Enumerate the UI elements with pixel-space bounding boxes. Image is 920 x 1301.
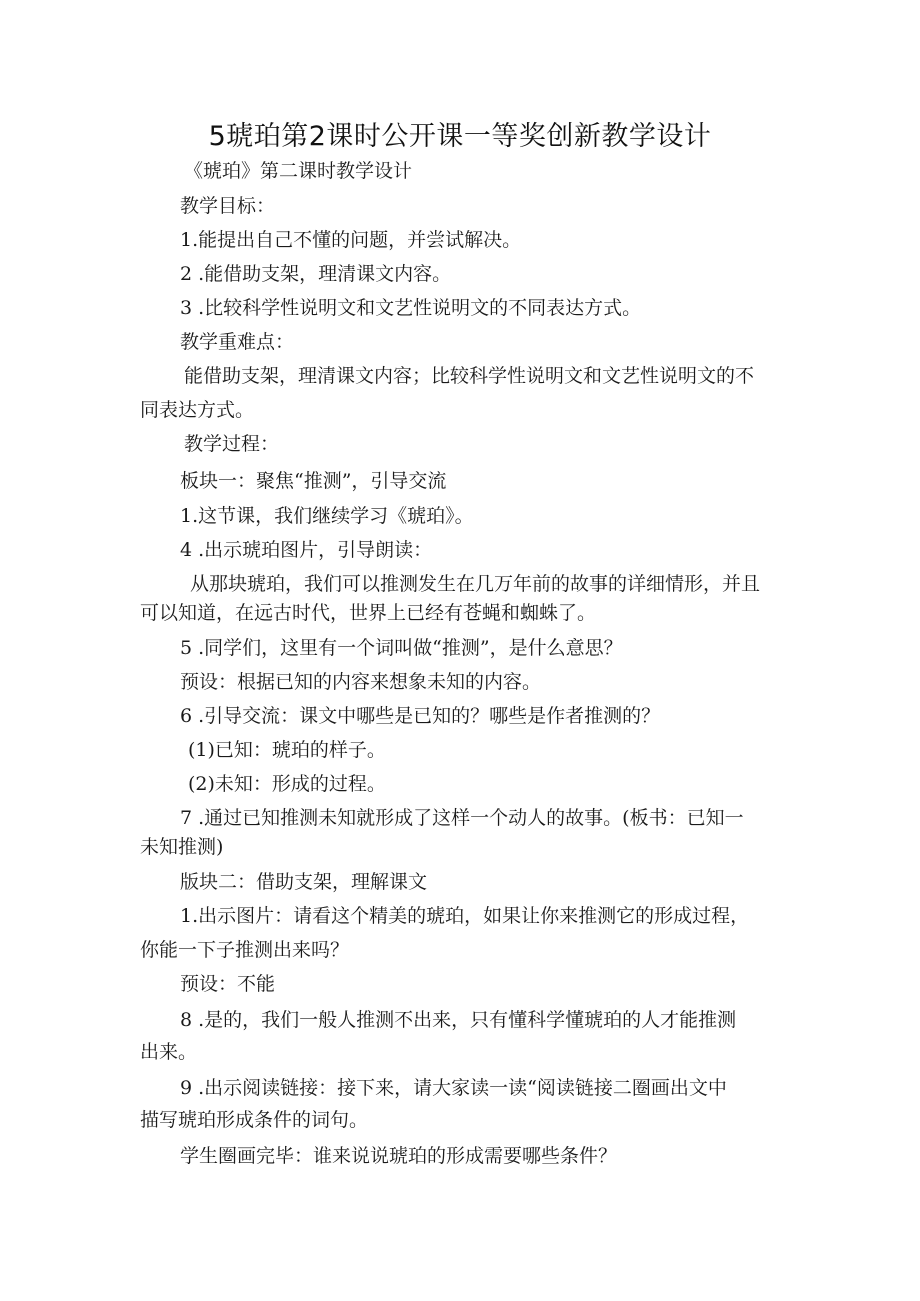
paragraph-line: 1.出示图片：请看这个精美的琥珀，如果让你来推测它的形成过程， (180, 905, 750, 927)
paragraph-line: 预设：根据已知的内容来想象未知的内容。 (180, 671, 542, 693)
paragraph-line: (2)未知：形成的过程。 (188, 773, 386, 795)
block-heading-two: 版块二：借助支架，理解课文 (180, 871, 428, 893)
section-heading-objectives: 教学目标： (180, 195, 276, 217)
paragraph-line: 9 .出示阅读链接：接下来，请大家读一读“阅读链接二圈画出文中 (180, 1077, 727, 1099)
block-heading-one: 板块一：聚焦“推测”，引导交流 (180, 470, 447, 492)
section-heading-process: 教学过程： (184, 433, 280, 455)
quote-line: 从那块琥珀，我们可以推测发生在几万年前的故事的详细情形，并且 (190, 573, 761, 595)
paragraph-line: 预设：不能 (180, 973, 276, 995)
paragraph-line: 学生圈画完毕：谁来说说琥珀的形成需要哪些条件？ (180, 1145, 618, 1167)
paragraph-line: 3 .比较科学性说明文和文艺性说明文的不同表达方式。 (180, 297, 642, 319)
paragraph-line: 出来。 (140, 1041, 198, 1063)
document-title: 5琥珀第2课时公开课一等奖创新教学设计 (208, 121, 712, 152)
paragraph-line: 4 .出示琥珀图片，引导朗读： (180, 539, 433, 561)
paragraph-line: 未知推测) (140, 836, 224, 858)
paragraph-line: 2 .能借助支架，理清课文内容。 (180, 263, 452, 285)
paragraph-line: 8 .是的，我们一般人推测不出来，只有懂科学懂琥珀的人才能推测 (180, 1009, 737, 1031)
paragraph-line: 1.这节课，我们继续学习《琥珀》。 (180, 505, 474, 527)
paragraph-line: 描写琥珀形成条件的词句。 (140, 1109, 369, 1131)
paragraph-line: 6 .引导交流：课文中哪些是已知的？哪些是作者推测的？ (180, 705, 661, 727)
paragraph-line: 7 .通过已知推测未知就形成了这样一个动人的故事。(板书：已知一 (180, 807, 744, 829)
paragraph-line: 同表达方式。 (140, 399, 255, 421)
subtitle: 《琥珀》第二课时教学设计 (184, 160, 413, 182)
paragraph-line: 5 .同学们，这里有一个词叫做“推测”，是什么意思？ (180, 637, 623, 659)
section-heading-key-points: 教学重难点： (180, 331, 295, 353)
paragraph-line: 你能一下子推测出来吗？ (140, 939, 350, 961)
paragraph-line: 能借助支架，理清课文内容；比较科学性说明文和文艺性说明文的不 (184, 365, 755, 387)
paragraph-line: 1.能提出自己不懂的问题，并尝试解决。 (180, 229, 522, 251)
paragraph-line: (1)已知：琥珀的样子。 (188, 739, 386, 761)
quote-line: 可以知道，在远古时代，世界上已经有苍蝇和蜘蛛了。 (140, 602, 597, 624)
